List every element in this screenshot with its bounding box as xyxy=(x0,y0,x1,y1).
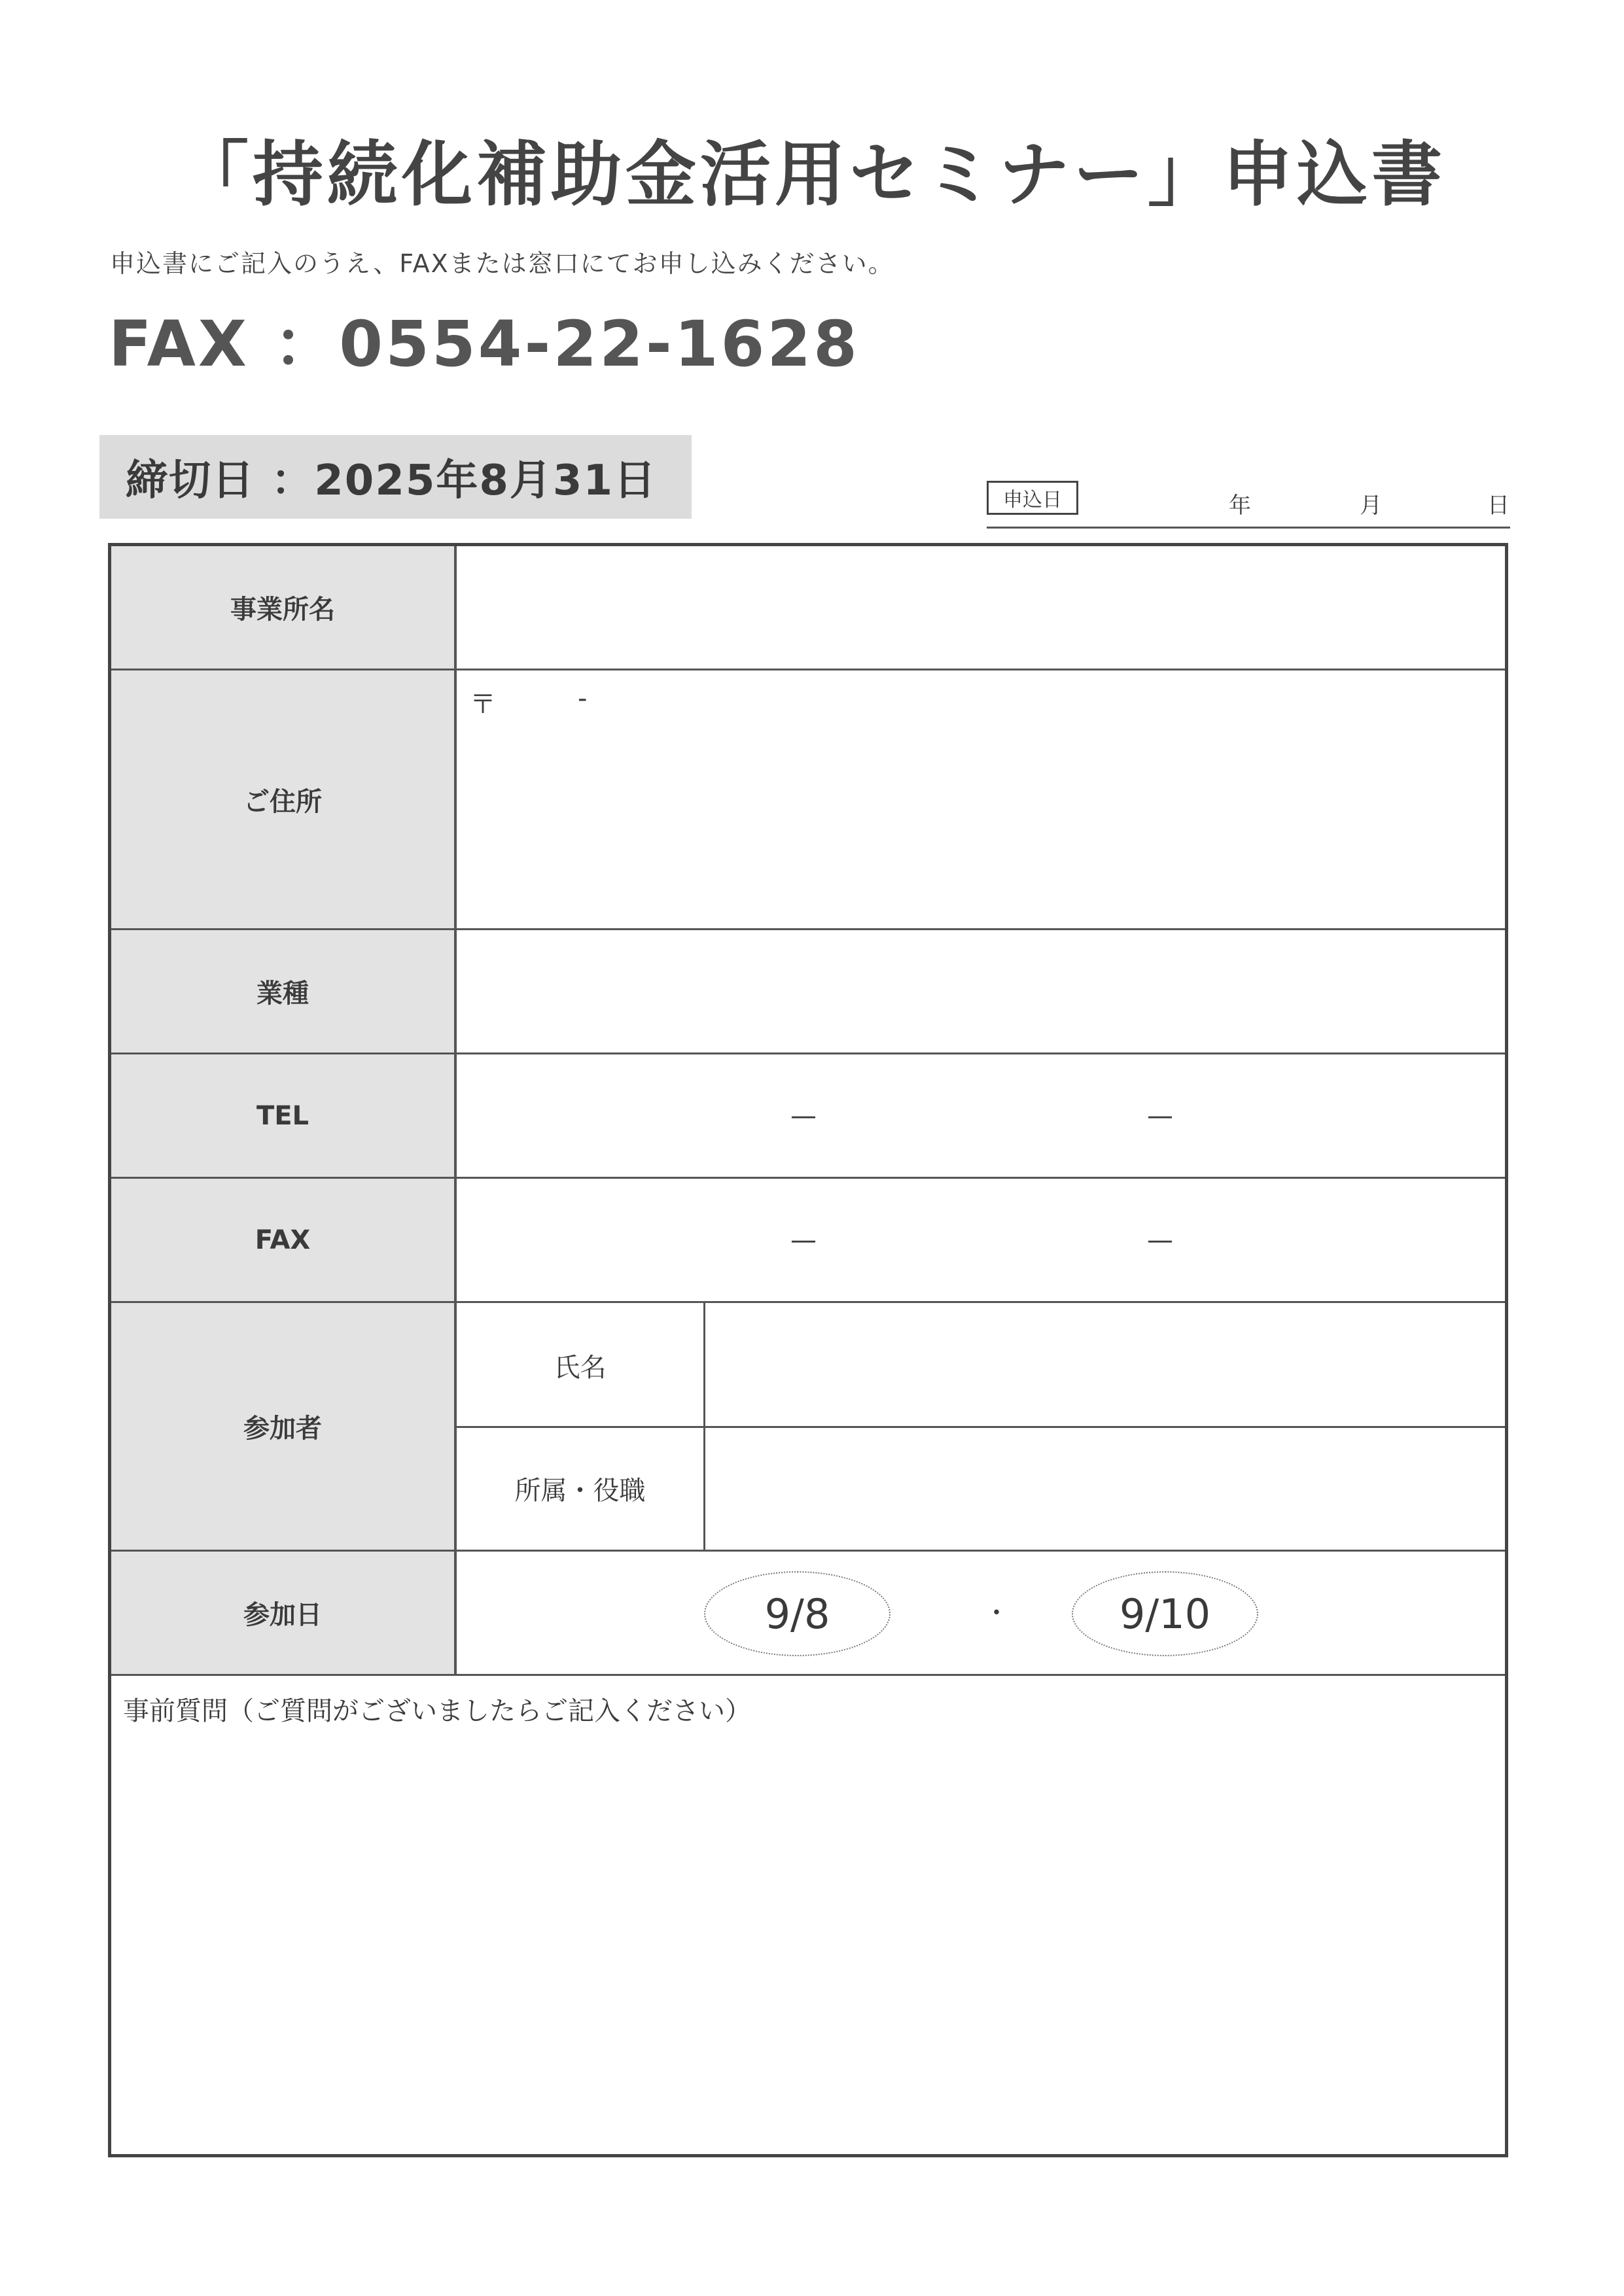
attendance-row xyxy=(111,1552,1505,1676)
attendance-options xyxy=(457,1552,1505,1674)
affiliation-field[interactable] xyxy=(705,1427,1505,1550)
month-unit: 月 xyxy=(1360,493,1382,519)
question-area[interactable] xyxy=(111,1676,1505,2154)
address-row xyxy=(111,670,1505,930)
tel-dash-2: — xyxy=(1147,1100,1173,1131)
fax-row xyxy=(111,1179,1505,1303)
tel-label: TEL xyxy=(111,1054,457,1177)
fax-dash-1: — xyxy=(790,1225,817,1255)
participant-label: 参加者 xyxy=(111,1303,457,1550)
industry-label: 業種 xyxy=(111,930,457,1052)
application-form xyxy=(108,543,1508,2157)
industry-row xyxy=(111,930,1505,1054)
business-name-field[interactable] xyxy=(457,546,1505,669)
fax-field[interactable] xyxy=(457,1179,1505,1301)
day-unit: 日 xyxy=(1487,493,1509,519)
application-date-field[interactable] xyxy=(987,481,1510,529)
date-option-9-8[interactable]: 9/8 xyxy=(704,1571,891,1656)
fax-dash-2: — xyxy=(1147,1225,1173,1255)
fax-label: FAX xyxy=(111,1179,457,1301)
instruction-text: 申込書にご記入のうえ、FAXまたは窓口にてお申し込みください。 xyxy=(110,249,894,278)
date-separator: ・ xyxy=(983,1598,1010,1628)
name-label: 氏名 xyxy=(457,1303,705,1427)
postal-mark: 〒 xyxy=(470,689,496,720)
year-unit: 年 xyxy=(1229,493,1251,519)
deadline-text: 締切日 ：2025年8月31日 xyxy=(126,457,657,505)
business-name-label: 事業所名 xyxy=(111,546,457,669)
tel-row xyxy=(111,1054,1505,1179)
name-field[interactable] xyxy=(705,1303,1505,1427)
date-option-9-10[interactable]: 9/10 xyxy=(1072,1571,1258,1656)
question-label: 事前質問（ご質問がございましたらご記入ください） xyxy=(123,1696,751,1726)
address-field[interactable] xyxy=(457,670,1505,928)
page-title: 「持続化補助金活用セミナー」申込書 xyxy=(177,134,1446,216)
deadline-banner xyxy=(99,435,692,519)
participant-row xyxy=(111,1303,1505,1552)
postal-code-dash: - xyxy=(578,684,588,714)
business-name-row xyxy=(111,546,1505,670)
tel-dash-1: — xyxy=(790,1100,817,1131)
application-date-label: 申込日 xyxy=(987,481,1078,515)
tel-field[interactable] xyxy=(457,1054,1505,1177)
affiliation-label: 所属・役職 xyxy=(457,1427,705,1550)
fax-number: FAX ：0554-22-1628 xyxy=(109,307,860,381)
address-label: ご住所 xyxy=(111,670,457,928)
industry-field[interactable] xyxy=(457,930,1505,1052)
attendance-label: 参加日 xyxy=(111,1552,457,1674)
